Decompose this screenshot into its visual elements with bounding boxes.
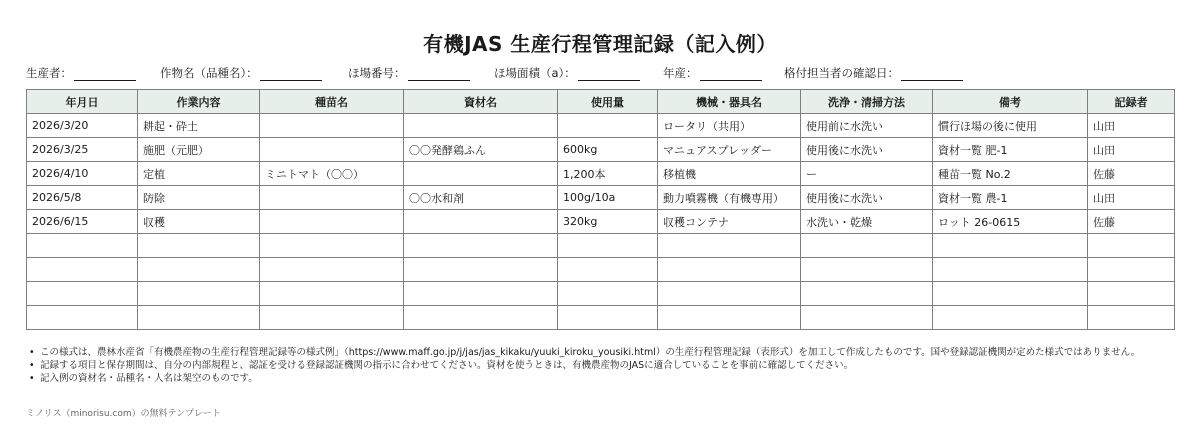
meta-label-field-number: ほ場番号： — [348, 66, 406, 80]
cell-seed[interactable] — [260, 234, 404, 258]
cell-work[interactable]: 施肥（元肥） — [138, 138, 260, 162]
meta-blank-field-area[interactable] — [578, 67, 640, 81]
notes-list — [26, 346, 1176, 385]
table-row — [27, 162, 1175, 186]
cell-cleaning[interactable]: 使用後に水洗い — [801, 186, 933, 210]
meta-label-crop: 作物名（品種名）： — [160, 66, 258, 80]
meta-blank-producer[interactable] — [74, 67, 136, 81]
cell-cleaning[interactable] — [801, 306, 933, 330]
cell-date[interactable]: 2026/3/20 — [27, 114, 138, 138]
cell-recorder[interactable] — [1088, 234, 1175, 258]
cell-cleaning[interactable]: 水洗い・乾燥 — [801, 210, 933, 234]
cell-date[interactable] — [27, 234, 138, 258]
cell-amount[interactable]: 320kg — [558, 210, 658, 234]
meta-blank-field-number[interactable] — [408, 67, 470, 81]
meta-field-grading-date[interactable] — [784, 65, 963, 81]
cell-material[interactable] — [404, 114, 558, 138]
note-item: • 記録する項目と保存期間は、自分の内部規程と、認証を受ける登録認証機関の指示に合わせてください。資材を使うときは、有機農産物のJASに適合していることを事前に確認してください。 — [26, 359, 1176, 372]
col-header-amount: 使用量 — [558, 90, 658, 114]
note-item: • この様式は、農林水産省「有機農産物の生産行程管理記録等の様式例」（https://www.maff.go.jp/j/jas/jas_kikaku/yuuki_kiroku_yousiki.html）の生産行程管理記録（表形式）を加工して作成したものです。国や登録認証機関が定めた様式ではありません。 — [26, 346, 1176, 359]
cell-machine[interactable]: マニュアスプレッダー — [658, 138, 801, 162]
cell-remarks[interactable]: 慣行ほ場の後に使用 — [933, 114, 1088, 138]
meta-field-field-number[interactable] — [348, 65, 470, 81]
cell-material[interactable] — [404, 258, 558, 282]
cell-seed[interactable] — [260, 282, 404, 306]
meta-field-producer[interactable] — [26, 65, 136, 81]
cell-work[interactable] — [138, 282, 260, 306]
cell-cleaning[interactable] — [801, 234, 933, 258]
col-header-recorder: 記録者 — [1088, 90, 1175, 114]
cell-recorder[interactable] — [1088, 258, 1175, 282]
cell-cleaning[interactable] — [801, 258, 933, 282]
col-header-material: 資材名 — [404, 90, 558, 114]
cell-remarks[interactable]: ロット 26-0615 — [933, 210, 1088, 234]
cell-work[interactable] — [138, 234, 260, 258]
cell-work[interactable] — [138, 258, 260, 282]
cell-material[interactable] — [404, 162, 558, 186]
cell-date[interactable]: 2026/6/15 — [27, 210, 138, 234]
col-header-machine: 機械・器具名 — [658, 90, 801, 114]
cell-cleaning[interactable]: 使用後に水洗い — [801, 138, 933, 162]
table-row — [27, 114, 1175, 138]
cell-recorder[interactable]: 山田 — [1088, 138, 1175, 162]
cell-work[interactable]: 定植 — [138, 162, 260, 186]
cell-recorder[interactable]: 佐藤 — [1088, 162, 1175, 186]
record-meta-fields — [26, 65, 1176, 83]
cell-amount[interactable] — [558, 258, 658, 282]
meta-blank-year[interactable] — [700, 67, 762, 81]
meta-label-year: 年産： — [663, 66, 698, 80]
cell-cleaning[interactable]: ー — [801, 162, 933, 186]
cell-amount[interactable]: 1,200本 — [558, 162, 658, 186]
table-row — [27, 210, 1175, 234]
cell-date[interactable]: 2026/5/8 — [27, 186, 138, 210]
cell-date[interactable]: 2026/4/10 — [27, 162, 138, 186]
col-header-date: 年月日 — [27, 90, 138, 114]
meta-field-field-area[interactable] — [494, 65, 640, 81]
cell-amount[interactable] — [558, 306, 658, 330]
cell-date[interactable] — [27, 258, 138, 282]
cell-seed[interactable] — [260, 138, 404, 162]
cell-seed[interactable]: ミニトマト（〇〇） — [260, 162, 404, 186]
cell-seed[interactable] — [260, 258, 404, 282]
template-credit: ミノリス（minorisu.com）の無料テンプレート — [26, 409, 221, 419]
cell-material[interactable]: 〇〇発酵鶏ふん — [404, 138, 558, 162]
cell-machine[interactable]: 移植機 — [658, 162, 801, 186]
col-header-cleaning: 洗浄・清掃方法 — [801, 90, 933, 114]
table-row — [27, 186, 1175, 210]
cell-material[interactable] — [404, 210, 558, 234]
cell-remarks[interactable] — [933, 258, 1088, 282]
cell-machine[interactable] — [658, 258, 801, 282]
cell-seed[interactable] — [260, 114, 404, 138]
meta-label-field-area: ほ場面積（a）： — [494, 66, 576, 80]
cell-seed[interactable] — [260, 186, 404, 210]
cell-seed[interactable] — [260, 210, 404, 234]
cell-material[interactable] — [404, 306, 558, 330]
table-row — [27, 138, 1175, 162]
cell-machine[interactable] — [658, 234, 801, 258]
col-header-seed: 種苗名 — [260, 90, 404, 114]
cell-machine[interactable]: 動力噴霧機（有機専用） — [658, 186, 801, 210]
cell-date[interactable]: 2026/3/25 — [27, 138, 138, 162]
cell-material[interactable]: 〇〇水和剤 — [404, 186, 558, 210]
cell-material[interactable] — [404, 282, 558, 306]
cell-remarks[interactable] — [933, 282, 1088, 306]
page-title: 有機JAS 生産行程管理記録（記入例） — [423, 32, 777, 56]
cell-amount[interactable] — [558, 114, 658, 138]
cell-remarks[interactable]: 種苗一覧 No.2 — [933, 162, 1088, 186]
cell-remarks[interactable] — [933, 306, 1088, 330]
cell-cleaning[interactable] — [801, 282, 933, 306]
cell-recorder[interactable]: 山田 — [1088, 114, 1175, 138]
cell-machine[interactable]: ロータリ（共用） — [658, 114, 801, 138]
table-header-row — [27, 90, 1175, 114]
meta-blank-grading-date[interactable] — [901, 67, 963, 81]
table-row — [27, 234, 1175, 258]
cell-remarks[interactable] — [933, 234, 1088, 258]
meta-label-grading-date: 格付担当者の確認日： — [784, 66, 899, 80]
cell-amount[interactable]: 100g/10a — [558, 186, 658, 210]
col-header-remarks: 備考 — [933, 90, 1088, 114]
meta-field-year[interactable] — [663, 65, 762, 81]
table-row — [27, 306, 1175, 330]
cell-material[interactable] — [404, 234, 558, 258]
cell-amount[interactable] — [558, 234, 658, 258]
cell-work[interactable]: 耕起・砕土 — [138, 114, 260, 138]
cell-machine[interactable] — [658, 282, 801, 306]
meta-field-crop[interactable] — [160, 65, 322, 81]
cell-remarks[interactable]: 資材一覧 農-1 — [933, 186, 1088, 210]
meta-blank-crop[interactable] — [260, 67, 322, 81]
cell-work[interactable] — [138, 306, 260, 330]
cell-date[interactable] — [27, 306, 138, 330]
cell-recorder[interactable] — [1088, 306, 1175, 330]
cell-recorder[interactable]: 佐藤 — [1088, 210, 1175, 234]
cell-amount[interactable]: 600kg — [558, 138, 658, 162]
cell-remarks[interactable]: 資材一覧 肥-1 — [933, 138, 1088, 162]
table-row — [27, 282, 1175, 306]
cell-machine[interactable] — [658, 306, 801, 330]
cell-work[interactable]: 防除 — [138, 186, 260, 210]
note-item: • 記入例の資材名・品種名・人名は架空のものです。 — [26, 372, 1176, 385]
cell-recorder[interactable] — [1088, 282, 1175, 306]
cell-date[interactable] — [27, 282, 138, 306]
production-record-table — [26, 89, 1175, 330]
table-row — [27, 258, 1175, 282]
cell-seed[interactable] — [260, 306, 404, 330]
table-body — [27, 114, 1175, 330]
cell-work[interactable]: 収穫 — [138, 210, 260, 234]
cell-amount[interactable] — [558, 282, 658, 306]
cell-recorder[interactable]: 山田 — [1088, 186, 1175, 210]
cell-machine[interactable]: 収穫コンテナ — [658, 210, 801, 234]
cell-cleaning[interactable]: 使用前に水洗い — [801, 114, 933, 138]
meta-label-producer: 生産者： — [26, 66, 72, 80]
col-header-work: 作業内容 — [138, 90, 260, 114]
